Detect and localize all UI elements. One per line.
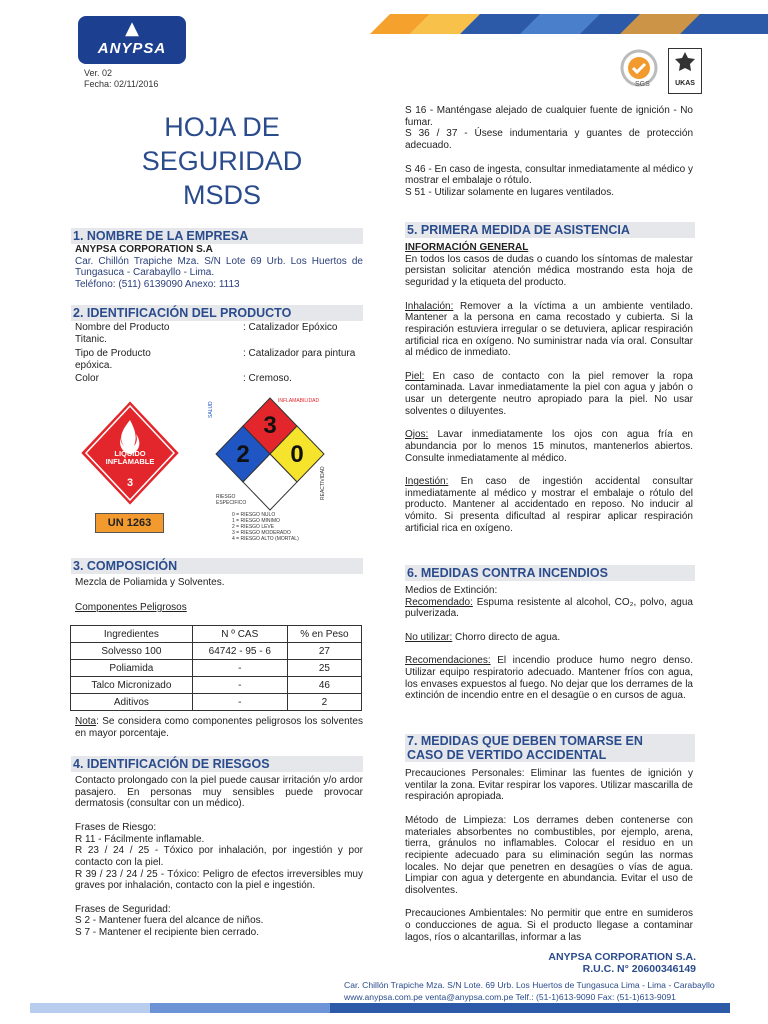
nfpa-fire-label: INFLAMABILIDAD: [278, 398, 320, 404]
safety-phrases-continued: S 16 - Manténgase alejado de cualquier fuente de ignición - No fumar. S 36 / 37 - Úsese indumentaria y guantes de protección adecuado. S 46 - En caso de ingesta, consultar inmediatamente al médico y mostrar el embalaje o rótulo. S 51 - Utilizar solamente en lugares ventilados.: [405, 105, 693, 198]
nfpa-reactivity-label: REACTIVIDAD: [320, 466, 326, 500]
un-number-badge: UN 1263: [95, 513, 164, 533]
section-4-heading: 4. IDENTIFICACIÓN DE RIESGOS: [71, 756, 363, 772]
section-1-body: [75, 244, 363, 291]
table-row: Solvesso 100 64742 - 95 - 6 27: [71, 643, 362, 660]
company-logo: [78, 16, 186, 64]
table-row: Talco Micronizado - 46: [71, 677, 362, 694]
logo-text: ANYPSA: [97, 40, 167, 57]
section-4-body: Contacto prolongado con la piel puede causar irritación y/o ardor pasajero. En personas muy sensibles puede provocar dermatosis (consultar con un médico). Frases de Riesgo: R 11 - Fácilmente inflamable. R 23 / 24 / 25 - Tóxico por inhalación, por ingestión y por contacto con la piel. R 39 / 23 / 24 / 25 - Tóxico: Peligro de efectos irreversibles muy graves por inhalación, contacto con la piel e ingestión. Frases de Seguridad: S 2 - Mantener fuera del alcance de niños. S 7 - Mantener el recipiente bien cerrado.: [75, 775, 363, 939]
company-name: ANYPSA CORPORATION S.A: [75, 244, 213, 255]
table-row: Poliamida - 25: [71, 660, 362, 677]
company-address: Car. Chillón Trapiche Mza. S/N Lote 69 Urb. Los Huertos de Tungasuca - Carabayllo - Lima.: [75, 255, 363, 279]
document-title: HOJA DE SEGURIDAD MSDS: [141, 112, 303, 210]
footer-company: ANYPSA CORPORATION S.A. R.U.C. N° 20600346149: [548, 951, 696, 975]
product-id-row-color: Color : Cremoso.: [75, 373, 292, 384]
company-phone: Teléfono: (511) 6139090 Anexo: 1113: [75, 279, 240, 291]
ukas-certification-logo: UKAS: [668, 48, 702, 94]
section-6-body: Medios de Extinción: Recomendado: Espuma resistente al alcohol, CO₂, polvo, agua pulverizada. No utilizar: Chorro directo de agua. Recomendaciones: El incendio produce humo negro denso. Utilizar equipo respiratorio adecuado. Mantener fríos con agua, los envases expuestos al fuego. No dejar que los derrames de la extinción de incendio entre en el desagüe o en cursos de agua.: [405, 585, 693, 702]
bottom-decorative-bar: [30, 1003, 730, 1013]
composition-sub: Componentes Peligrosos: [75, 602, 187, 613]
table-row: Aditivos - 2: [71, 694, 362, 711]
composition-note: Nota: Se considera como componentes peligrosos los solventes en mayor porcentaje.: [75, 716, 363, 739]
nfpa-health-rating: 2: [236, 441, 250, 468]
section-2-heading: 2. IDENTIFICACIÓN DEL PRODUCTO: [71, 305, 363, 321]
diamond-label: LIQUIDO INFLAMABLE: [105, 449, 155, 466]
product-id-row-name: Nombre del Producto : Catalizador Epóxico Titanic.: [75, 322, 338, 345]
section-7-body: Precauciones Personales: Eliminar las fuentes de ignición y ventilar la zona. Evitar respirar los vapores. Utilizar mascarilla de respiración apropiada. Método de Limpieza: Los derrames deben contenerse con materiales absorbentes no combustibles, por ejemplo, arena, tierra, gránulos no inflamables. Colocar el residuo en un recipiente adecuado para su eliminación según las normas locales. No dejar que penetren en desagües o vías de agua. Limpiar con agua y detergente en abundancia. Evitar el uso de disolventes. Precauciones Ambientales: No permitir que entre en sumideros o conducciones de agua. Si el producto llegase a contaminar lagos, ríos o alcantarillas, informar a las: [405, 768, 693, 943]
nfpa-legend: 0 = RIESGO NULO 1 = RIESGO MINIMO 2 = RIESGO LEVE 3 = RIESGO MODERADO 4 = RIESGO ALTO (MORTAL): [232, 512, 299, 542]
composition-intro: Mezcla de Poliamida y Solventes.: [75, 577, 225, 588]
sgs-certification-logo: SGS: [617, 48, 661, 92]
footer-address: Car. Chillón Trapiche Mza. S/N Lote. 69 Urb. Los Huertos de Tungasuca Lima - Lima - Carabayllo www.anypsa.com.pe venta@anypsa.com.pe Telf.: (51-1)613-9090 Fax: (51-1)613-9091: [344, 980, 715, 1002]
section-3-heading: 3. COMPOSICIÓN: [71, 558, 363, 574]
composition-table: [70, 625, 362, 711]
diamond-class-number: 3: [126, 477, 134, 489]
section-7-heading: 7. MEDIDAS QUE DEBEN TOMARSE EN CASO DE VERTIDO ACCIDENTAL: [405, 734, 695, 762]
section-1-heading: 1. NOMBRE DE LA EMPRESA: [71, 228, 363, 244]
nfpa-health-label: SALUD: [208, 401, 214, 418]
product-id-row-type: Tipo de Producto : Catalizador para pintura epóxica.: [75, 348, 356, 371]
document-version: Ver. 02 Fecha: 02/11/2016: [84, 68, 159, 89]
nfpa-fire-rating: 3: [263, 412, 277, 439]
section-5-heading: 5. PRIMERA MEDIDA DE ASISTENCIA: [405, 222, 695, 238]
nfpa-special-label: RIESGO ESPECIFICO: [216, 494, 247, 506]
top-decorative-bar: [370, 14, 768, 34]
table-header-row: Ingredientes N º CAS % en Peso: [71, 626, 362, 643]
logo-symbol-icon: ▲: [125, 18, 139, 39]
section-5-body: INFORMACIÓN GENERAL En todos los casos de dudas o cuando los síntomas de malestar persistan solicitar atención médica mostrando esta hoja de seguridad y la etiqueta del producto. Inhalación: Remover a la víctima a un ambiente ventilado. Mantener a la persona en cama recostado y cubierta. Si la respiración estuviera irregular o se detuviera, aplicar respiración artificial rica en oxígeno. No suministrar nada vía oral. Consultar al médico de inmediato. Piel: En caso de contacto con la piel remover la ropa contaminada. Lavar inmediatamente la piel con agua y jabón o usar un detergente neutro apropiado para la piel. No usar solventes o diluyentes. Ojos: Lavar inmediatamente los ojos con agua fría en abundancia por lo menos 15 minutos, mantenerlos abiertos. Consulte inmediatamente al médico. Ingestión: En caso de ingestión accidental consultar inmediatamente al médico y mostrar el embalaje o rótulo del producto. Mantener al accidentado en reposo. No inducir al vómito. Si presenta dificultad al respirar aplicar respiración artificial rica en oxígeno.: [405, 242, 693, 534]
section-6-heading: 6. MEDIDAS CONTRA INCENDIOS: [405, 565, 695, 581]
nfpa-reactivity-rating: 0: [290, 441, 304, 468]
